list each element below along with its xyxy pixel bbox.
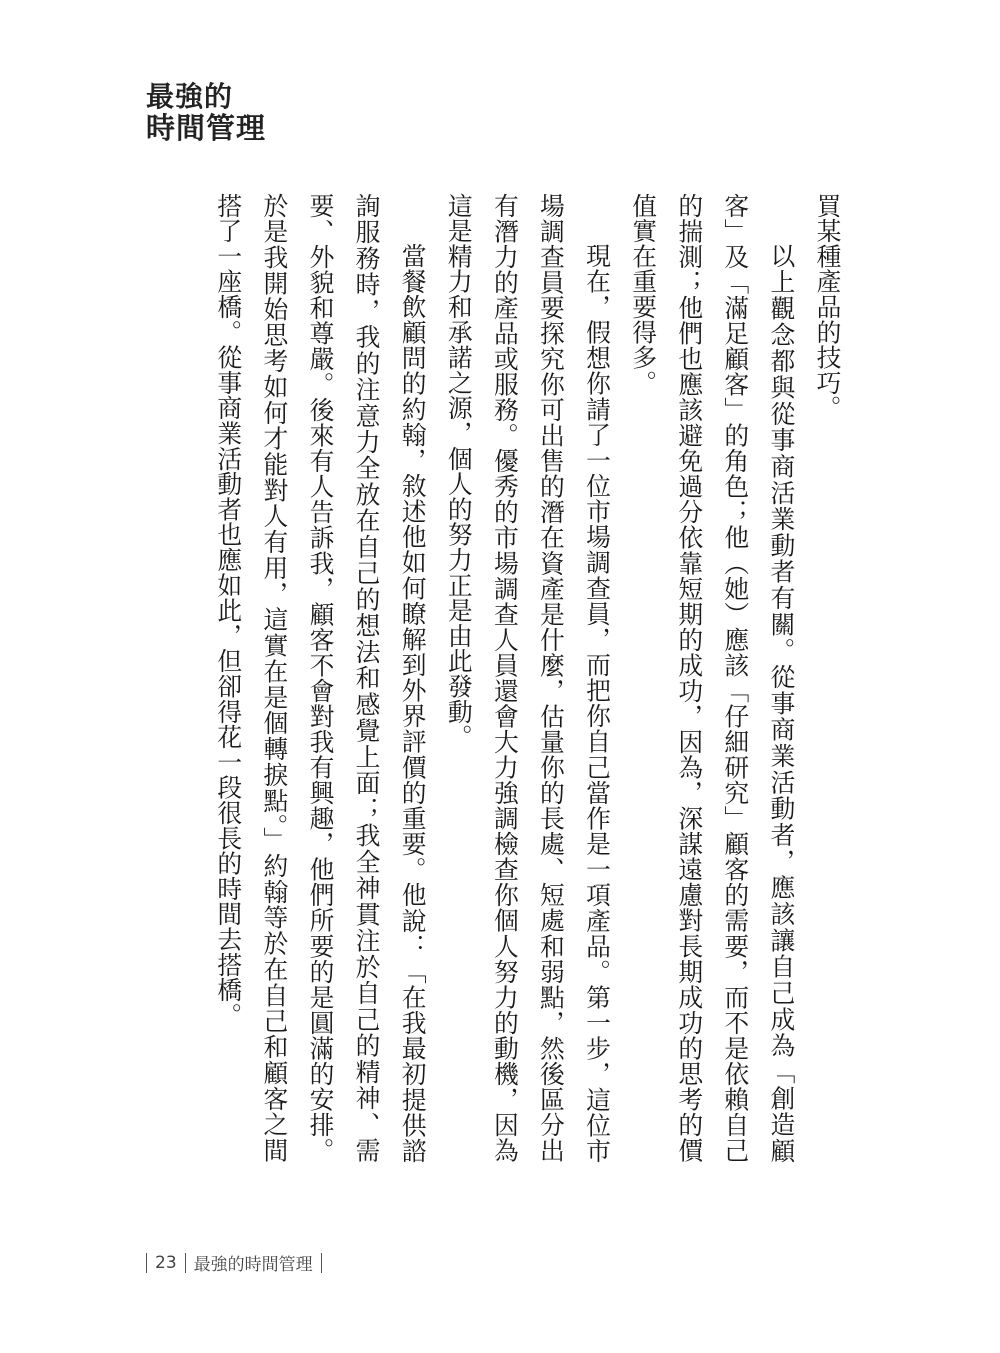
footer-divider (146, 1253, 147, 1273)
book-title-line-2: 時間管理 (146, 110, 267, 145)
paragraph: 當餐飲顧問的約翰，敘述他如何瞭解到外界評價的重要。他說：「在我最初提供諮詢服務時，我的注意力全放在自己的想法和感覺上面；我全神貫注於自己的精神、需要、外貌和尊嚴。後來有人告訴我，顧客不會對我有興趣，他們所要的是圓滿的安排。於是我開始思考如何才能對人有用，這實在是個轉捩點。」約翰等於在自己和顧客之間搭了一座橋。從事商業活動者也應如此，但卻得花一段很長的時間去搭橋。 (213, 193, 428, 1163)
footer-divider (185, 1253, 186, 1273)
paragraph: 以上觀念都與從事商活業動者有關。從事商業活動者，應該讓自己成為「創造顧客」及「滿足顧客」的角色；他（她）應該「仔細研究」顧客的需要，而不是依賴自己的揣測；他們也應該避免過分依靠短期的成功，因為，深謀遠慮對長期成功的思考的價值實在重要得多。 (628, 193, 796, 1163)
body-text (205, 193, 850, 1163)
paragraph: 現在，假想你請了一位市場調查員，而把你自己當作是一項產品。第一步，這位市場調查員要探究你可出售的潛在資產是什麼，估量你的長處、短處和弱點，然後區分出有潛力的產品或服務。優秀的市場調查人員還會大力強調檢查你個人努力的動機，因為這是精力和承諾之源，個人的努力正是由此發動。 (444, 193, 612, 1163)
book-title (146, 82, 266, 145)
footer-book-name: 最強的時間管理 (193, 1255, 313, 1275)
page-footer (146, 1250, 330, 1275)
footer-divider (321, 1253, 322, 1273)
paragraph-continuation: 買某種產品的技巧。 (813, 193, 842, 421)
book-title-line-1: 最強的 (146, 80, 234, 113)
page-number: 23 (155, 1252, 177, 1273)
